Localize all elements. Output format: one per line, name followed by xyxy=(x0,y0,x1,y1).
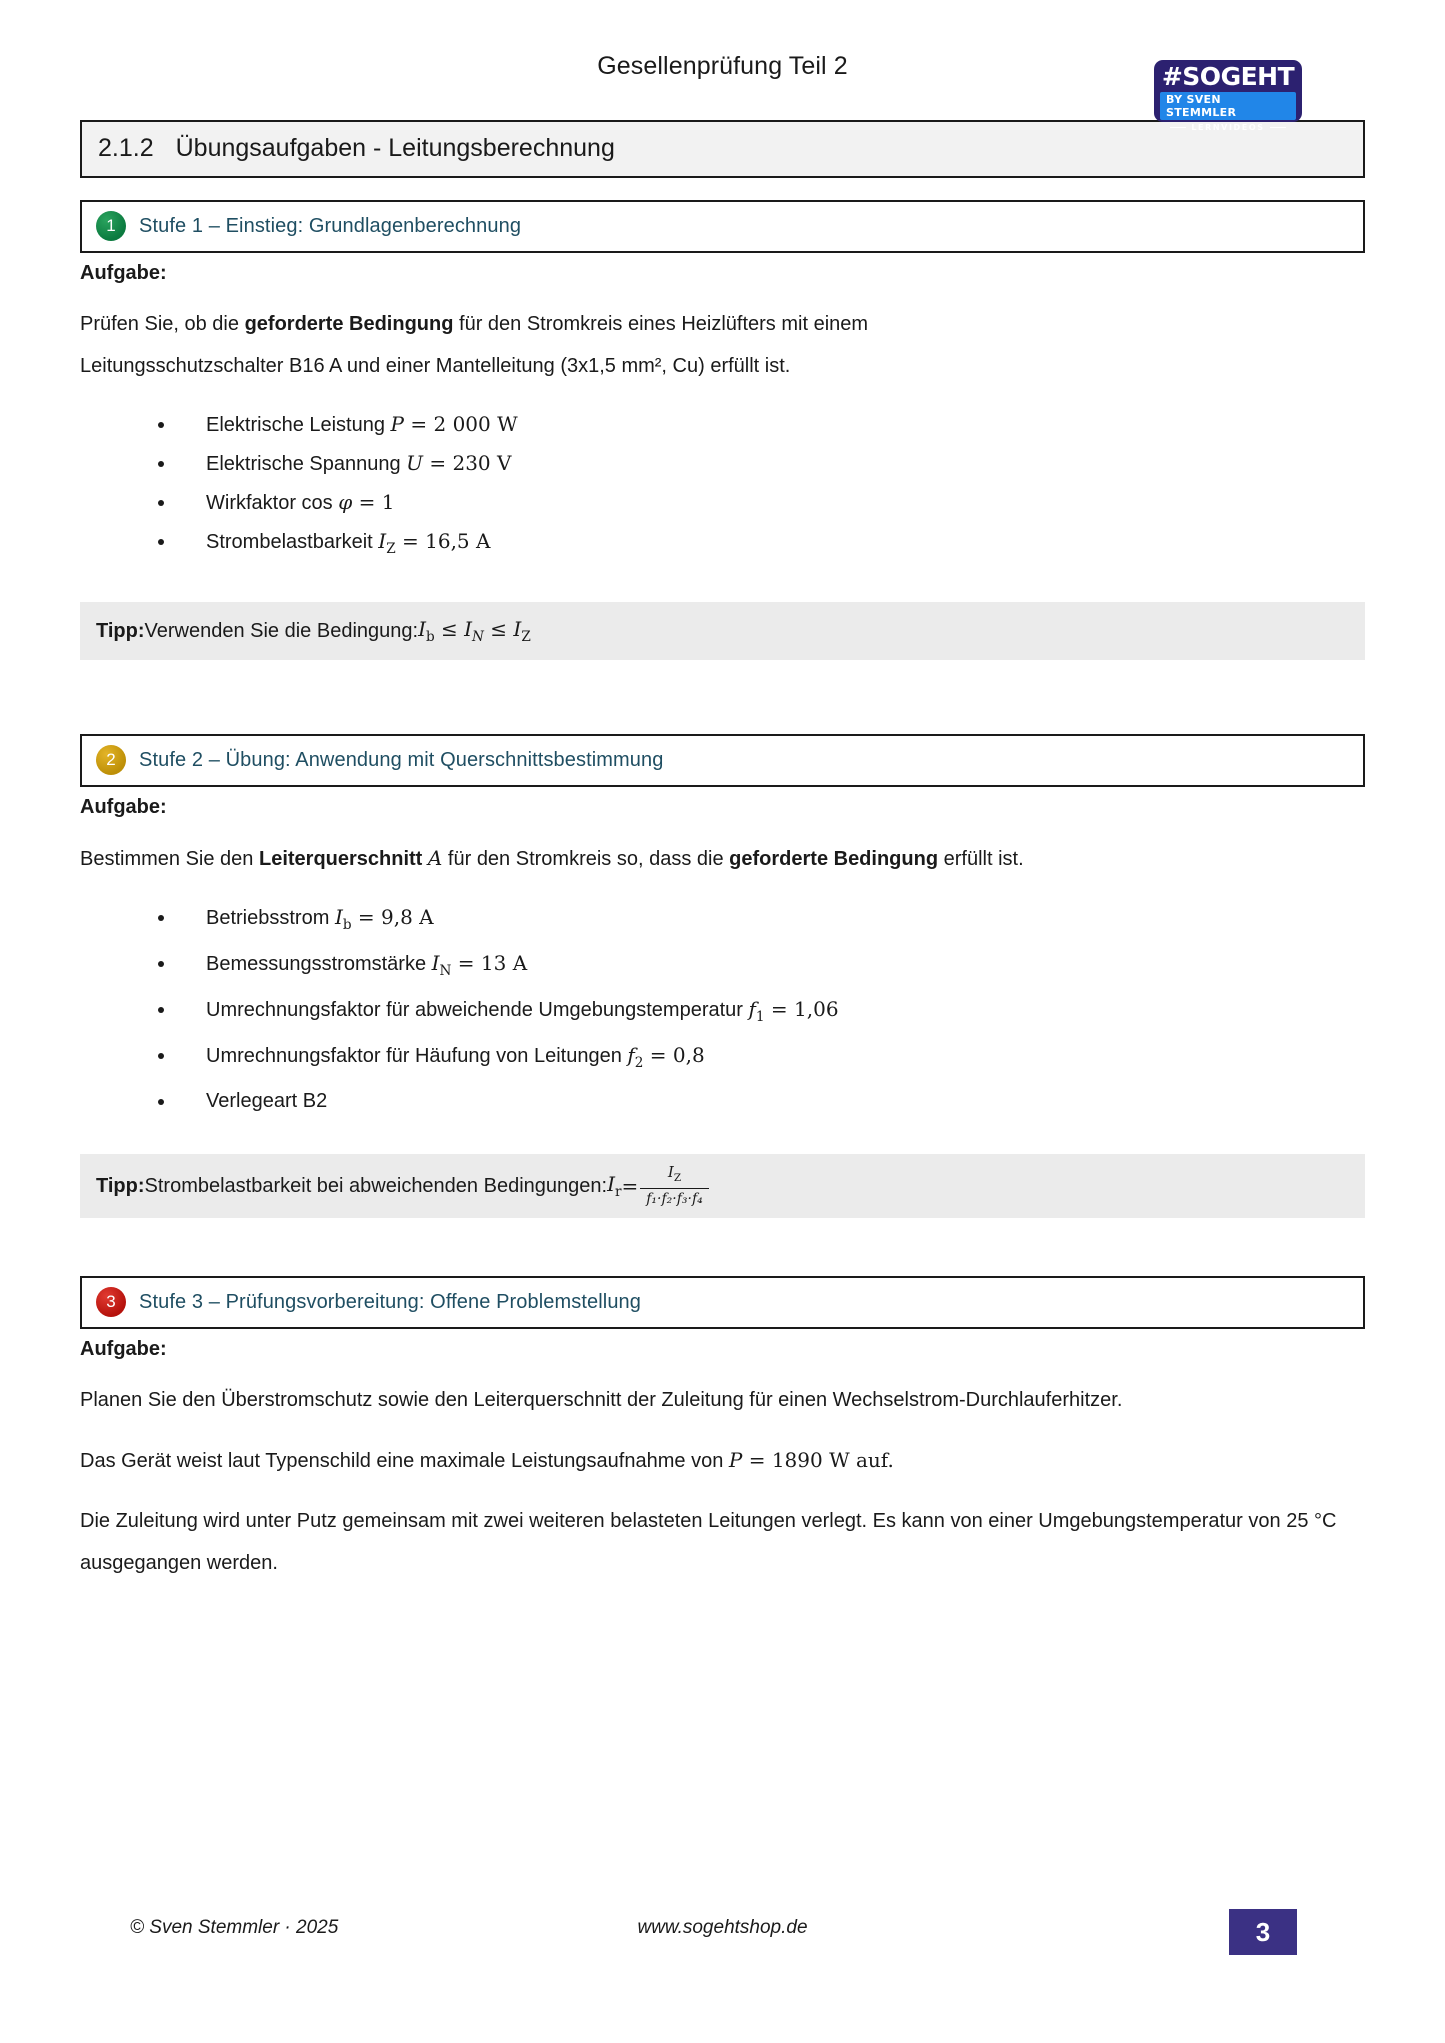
stage-3-para-1: Planen Sie den Überstromschutz sowie den Leiterquerschnitt der Zuleitung für einen Wechselstrom-Durchlauferhitzer. xyxy=(80,1389,1123,1411)
tipp-label: Tipp: xyxy=(96,619,145,642)
logo-wordmark: #SOGEHT xyxy=(1161,62,1295,91)
stage-2-bullet-list xyxy=(80,898,1365,1120)
bullet-text: Umrechnungsfaktor für abweichende Umgebungstemperatur xyxy=(206,999,749,1021)
stage-2-tipp-box xyxy=(80,1154,1365,1218)
bullet-symbol: $I_N$ xyxy=(431,951,452,979)
stage-2-intro-mid: für den Stromkreis so, dass die xyxy=(442,848,730,870)
list-item xyxy=(158,444,1365,483)
stage-1-badge: 1 xyxy=(96,211,126,241)
list-item xyxy=(158,898,1365,944)
tipp-text: Strombelastbarkeit bei abweichenden Bedingungen: xyxy=(144,1174,608,1197)
stage-1-aufgabe-label: Aufgabe: xyxy=(80,262,167,284)
bullet-equation: = 1 xyxy=(352,490,395,514)
stage-2-intro-post: erfüllt ist. xyxy=(938,848,1024,870)
stage-2-badge: 2 xyxy=(96,745,126,775)
bullet-text: Umrechnungsfaktor für Häufung von Leitungen xyxy=(206,1045,628,1067)
fraction-denominator: f₁·f₂·f₃·f₄ xyxy=(640,1188,709,1208)
logo-footer xyxy=(1160,123,1296,132)
bullet-symbol: $f_2$ xyxy=(627,1043,644,1071)
logo-subtitle: BY SVEN STEMMLER xyxy=(1160,92,1296,120)
list-item xyxy=(158,1036,1365,1082)
logo-rule-right xyxy=(1270,127,1286,128)
tipp-formula-fraction xyxy=(640,1164,709,1208)
bullet-symbol: $f_1$ xyxy=(748,997,765,1025)
stage-1-intro-pre: Prüfen Sie, ob die xyxy=(80,313,245,335)
bullet-subscript: b xyxy=(342,917,352,933)
bullet-subscript: N xyxy=(439,963,452,979)
bullet-symbol: $I_b$ xyxy=(334,905,352,933)
stage-3-para-3: Die Zuleitung wird unter Putz gemeinsam mit zwei weiteren belasteten Leitungen verlegt. Es kann von einer Umgebungstemperatur von 25 °C ausgegangen werden. xyxy=(80,1510,1337,1574)
list-item xyxy=(158,990,1365,1036)
stage-3-aufgabe-label: Aufgabe: xyxy=(80,1338,167,1360)
bullet-subscript: Z xyxy=(386,541,396,557)
list-item xyxy=(158,1082,1365,1120)
stage-3-label: Stufe 3 – Prüfungsvorbereitung: Offene Problemstellung xyxy=(139,1290,642,1313)
tipp-formula: $I_b \le I_N \le I_Z$ xyxy=(418,617,531,645)
section-title: Übungsaufgaben - Leitungsberechnung xyxy=(175,134,615,162)
bullet-text: Elektrische Spannung xyxy=(206,453,407,475)
tipp-text: Verwenden Sie die Bedingung: xyxy=(144,619,419,642)
bullet-text: Betriebsstrom xyxy=(206,907,335,929)
page-footer xyxy=(80,1909,1365,1955)
footer-copyright: © Sven Stemmler · 2025 xyxy=(130,1917,339,1938)
stage-1-tipp-box xyxy=(80,602,1365,660)
bullet-symbol: φ xyxy=(338,490,353,514)
bullet-symbol: U xyxy=(406,451,423,475)
list-item xyxy=(158,944,1365,990)
stage-1-intro-post: für den Stromkreis eines Heizlüfters mit einem xyxy=(453,313,869,335)
stage-3-badge: 3 xyxy=(96,1287,126,1317)
section-number: 2.1.2 xyxy=(98,134,154,162)
bullet-text: Elektrische Leistung xyxy=(206,414,391,436)
footer-website: www.sogehtshop.de xyxy=(637,1917,808,1938)
tipp-label: Tipp: xyxy=(96,1174,145,1197)
stage-2-aufgabe-label: Aufgabe: xyxy=(80,796,167,818)
logo-footer-text: LERNVIDEOS xyxy=(1191,123,1265,132)
list-item xyxy=(158,522,1365,568)
stage-2-intro-bold1: Leiterquerschnitt xyxy=(258,848,423,870)
bullet-equation: = 230 V xyxy=(423,451,512,475)
stage-2-label: Stufe 2 – Übung: Anwendung mit Querschnittsbestimmung xyxy=(139,748,664,771)
page-number-badge: 3 xyxy=(1229,1909,1297,1955)
header-title: Gesellenprüfung Teil 2 xyxy=(597,52,848,80)
bullet-subscript: 1 xyxy=(755,1009,765,1025)
stage-2-header xyxy=(80,734,1365,787)
stage-3-para-2-post: = 1890 W auf. xyxy=(742,1448,894,1472)
bullet-symbol: P xyxy=(390,412,405,436)
bullet-equation: = 0,8 xyxy=(643,1043,705,1067)
bullet-equation: = 16,5 A xyxy=(395,529,491,553)
stage-3-header xyxy=(80,1276,1365,1329)
stage-1-intro-line2: Leitungsschutzschalter B16 A und einer Mantelleitung (3x1,5 mm², Cu) erfüllt ist. xyxy=(80,355,791,377)
stage-1-bullet-list xyxy=(80,405,1365,568)
bullet-symbol: $I_Z$ xyxy=(378,529,396,557)
bullet-text: Bemessungsstromstärke xyxy=(206,953,432,975)
stage-1-intro-bold: geforderte Bedingung xyxy=(244,313,454,335)
tipp-formula-equals: = xyxy=(621,1174,639,1198)
stage-1-header xyxy=(80,200,1365,253)
stage-3-para-2-pre: Das Gerät weist laut Typenschild eine maximale Leistungsaufnahme von xyxy=(80,1450,729,1472)
stage-2-intro-bold2: geforderte Bedingung xyxy=(729,848,939,870)
tipp-formula-lhs: $I_r$ xyxy=(607,1172,622,1200)
bullet-equation: = 1,06 xyxy=(764,997,839,1021)
stage-3-para-2-symbol: P xyxy=(728,1448,743,1472)
stage-3-para-2 xyxy=(80,1439,1365,1482)
bullet-text: Strombelastbarkeit xyxy=(206,531,379,553)
bullet-equation: = 13 A xyxy=(451,951,528,975)
page-header xyxy=(80,0,1365,132)
stage-2-intro-symbol: A xyxy=(427,846,443,870)
stage-1-label: Stufe 1 – Einstieg: Grundlagenberechnung xyxy=(139,214,522,237)
list-item xyxy=(158,483,1365,522)
bullet-subscript: 2 xyxy=(634,1055,644,1071)
sogeht-logo xyxy=(1154,60,1302,132)
bullet-equation: = 2 000 W xyxy=(404,412,518,436)
stage-2-intro-pre: Bestimmen Sie den xyxy=(80,848,259,870)
fraction-numerator: $I_Z$ xyxy=(667,1163,682,1184)
stage-2-intro xyxy=(80,837,1365,880)
logo-rule-left xyxy=(1170,127,1186,128)
list-item xyxy=(158,405,1365,444)
bullet-equation: = 9,8 A xyxy=(351,905,434,929)
stage-1-intro xyxy=(80,303,1365,387)
bullet-text: Wirkfaktor cos xyxy=(206,492,339,514)
bullet-text: Verlegeart B2 xyxy=(206,1090,328,1112)
